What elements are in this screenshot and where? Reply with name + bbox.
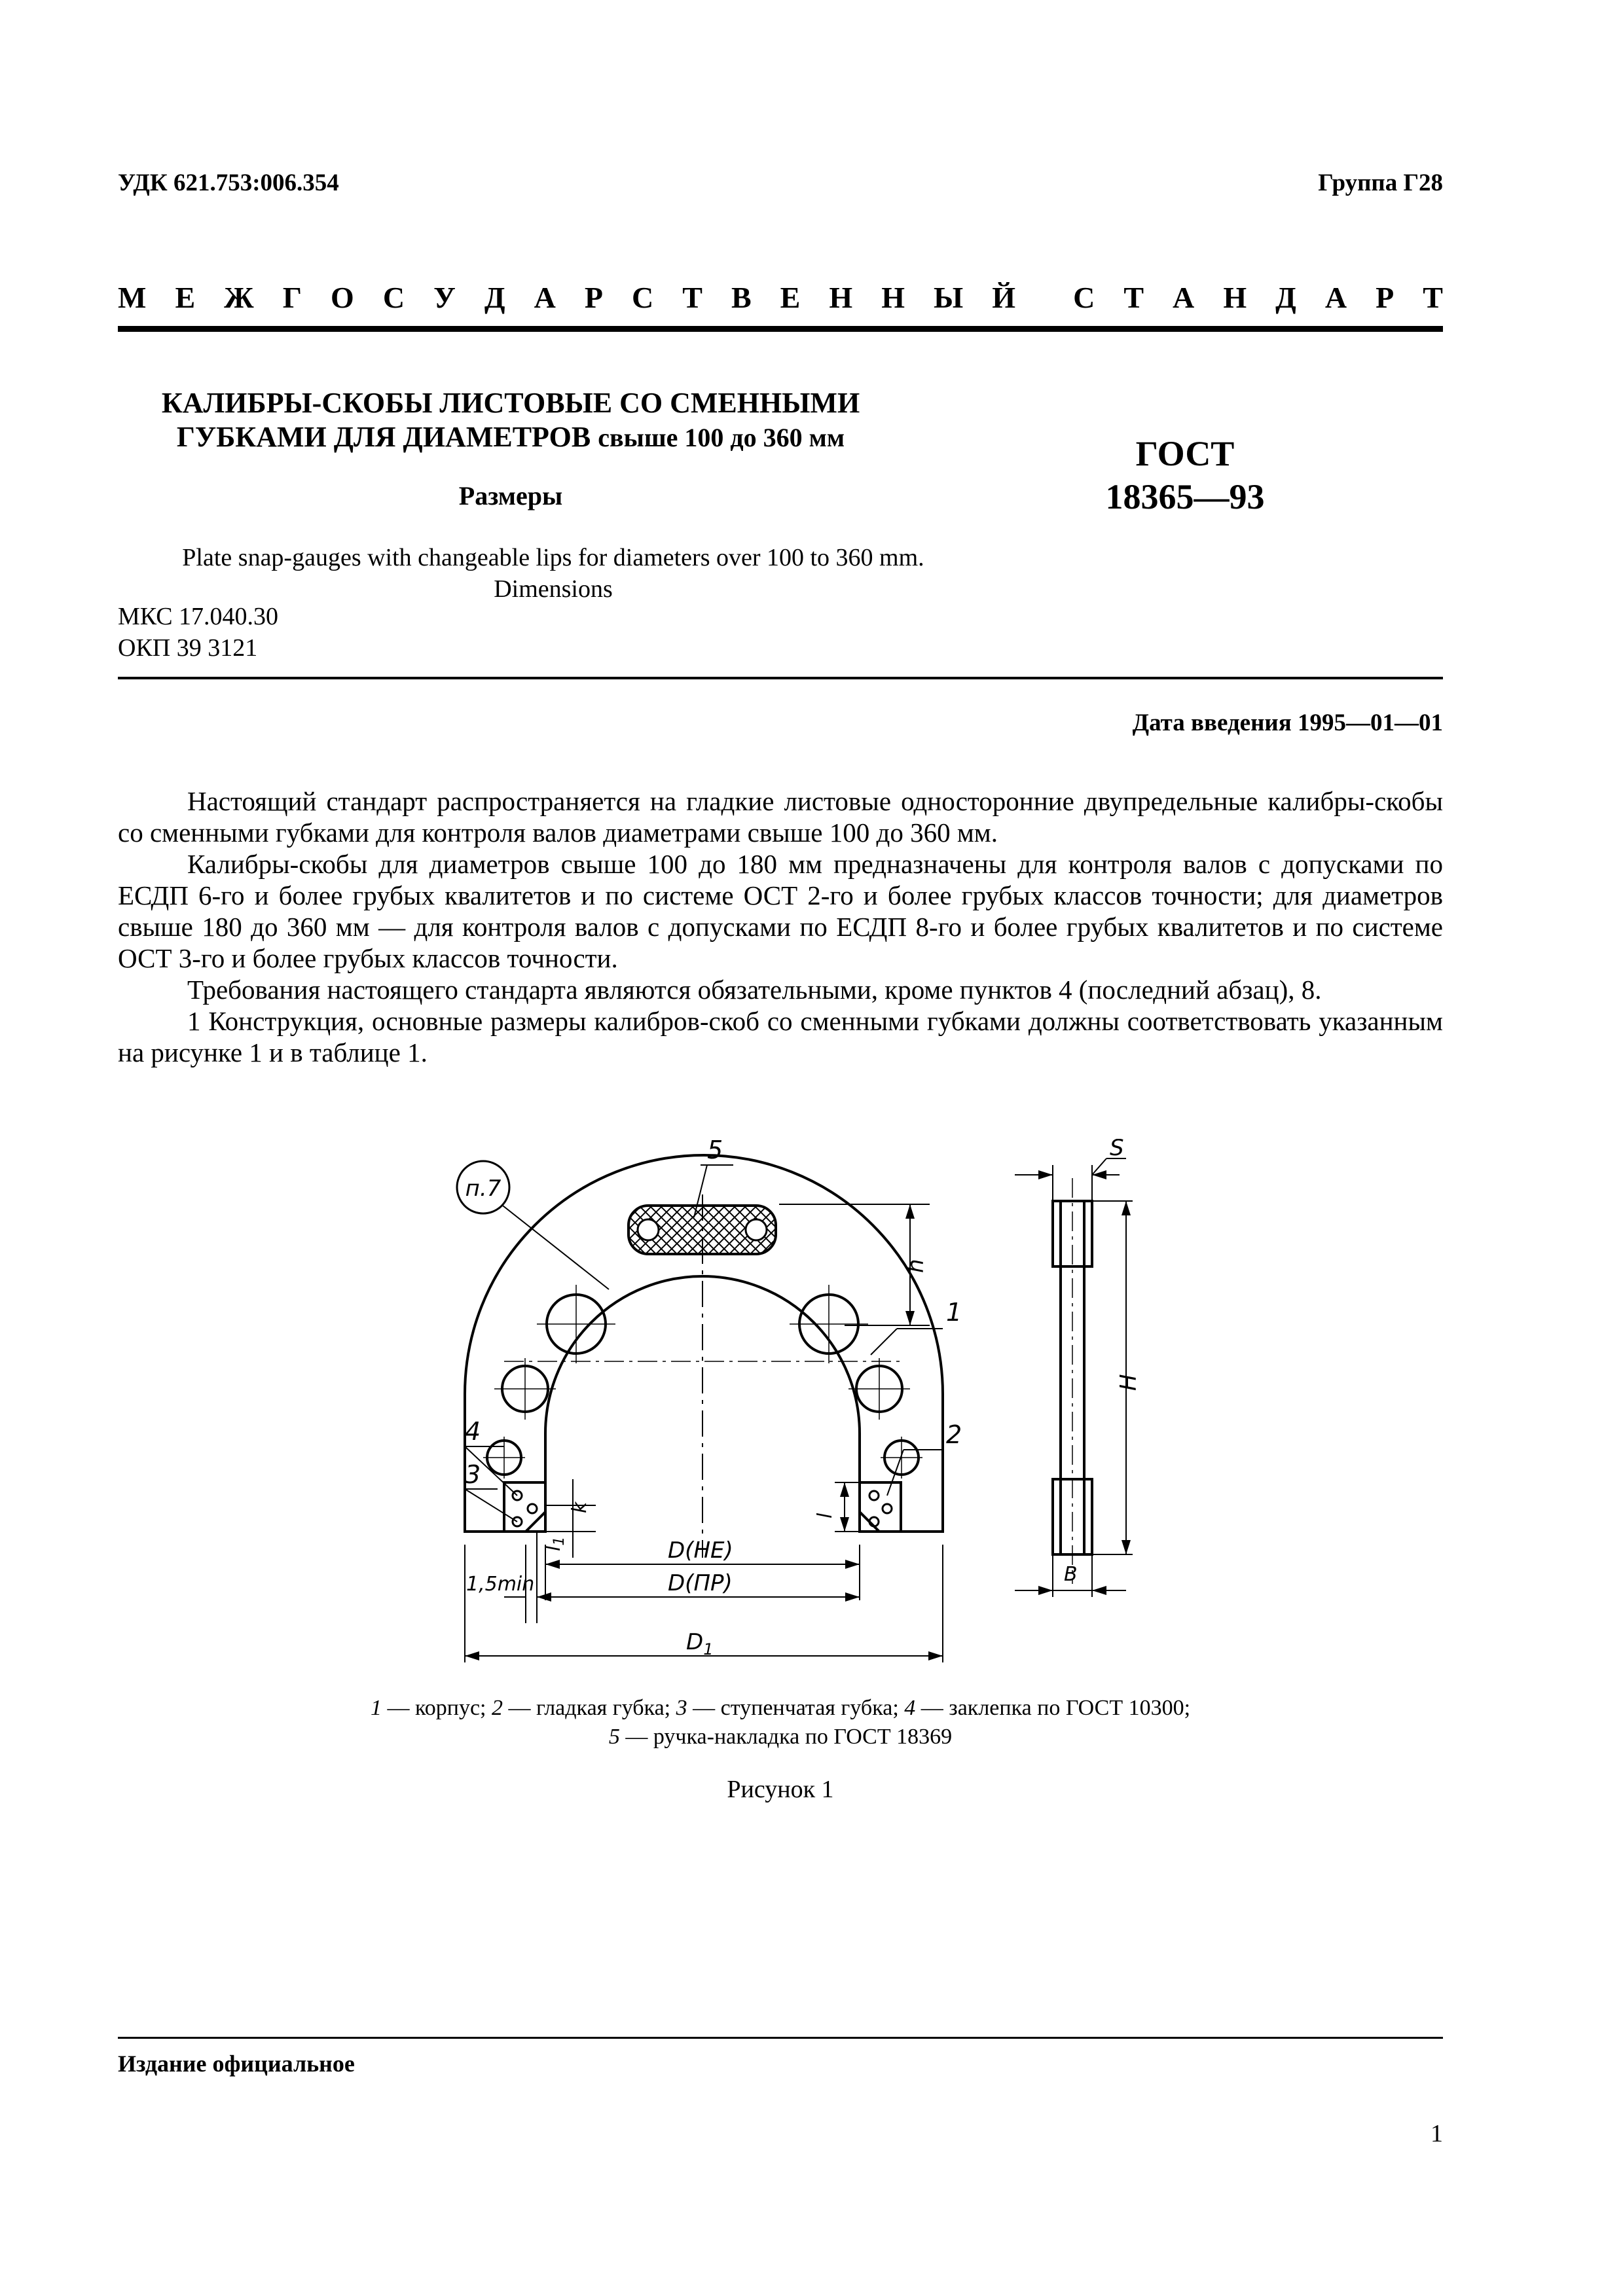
banner-letter: Т [1423,281,1443,314]
banner-letter: С [631,281,654,314]
banner-letter: А [534,281,556,314]
paragraph: Требования настоящего стандарта являются обязательными, кроме пунктов 4 (последний абзац), 8. [187,975,1322,1005]
body-text [118,785,1443,1068]
banner-letter: Т [1123,281,1144,314]
banner-letter: Д [1275,281,1296,314]
figure-label: Рисунок 1 [727,1776,834,1803]
gost-label: ГОСТ [1135,434,1235,473]
banner-letter: У [433,281,456,314]
dim-h: h [903,1259,929,1273]
callout-2: 2 [946,1420,962,1449]
group-code: Группа Г28 [1318,170,1443,196]
banner-letter: Р [1376,281,1395,314]
dim-min: 1,5min [466,1573,535,1596]
banner-letter: Е [780,281,801,314]
banner-letter: Н [1223,281,1247,314]
header-rule [118,326,1443,332]
title-line-2: ГУБКАМИ ДЛЯ ДИАМЕТРОВ свыше 100 до 360 мм [176,421,845,453]
callout-4: 4 [465,1417,481,1446]
dim-d-ne: D(НЕ) [668,1537,733,1564]
banner-letter: О [331,281,354,314]
callout-1: 1 [946,1298,962,1327]
dim-l: l [814,1513,837,1518]
title-rule [118,677,1443,679]
udk-code: УДК 621.753:006.354 [118,170,339,196]
banner-letter: М [118,281,147,314]
figure-caption: 1 — корпус; 2 — гладкая губка; 3 — ступенчатая губка; 4 — заклепка по ГОСТ 10300; 5 — ручка-накладка по ГОСТ 18369 [370,1696,1191,1749]
banner-letter: Ж [224,281,254,314]
paragraph: Настоящий стандарт распространяется на гладкие листовые односторонние двупредельные калибры-скобы со сменными губками для контроля валов диаметрами свыше 100 до 360 мм. [118,786,1443,848]
banner-letter: С [382,281,405,314]
banner-letter: Й [992,281,1015,314]
classification-codes [118,601,278,664]
banner-letter: Н [881,281,905,314]
banner-letter: Д [484,281,505,314]
banner-letter: Е [175,281,196,314]
dim-d1: $D_1$ [686,1629,714,1659]
dim-d-pr: D(ПР) [668,1570,733,1596]
english-title: Plate snap-gauges with changeable lips for diameters over 100 to 360 mm. Dimensions [182,544,924,603]
banner-letter: Т [682,281,702,314]
dim-s: S [1110,1139,1124,1161]
official-edition-label: Издание официальное [118,2051,355,2077]
document-subtitle: Размеры [458,481,563,511]
paragraph: 1 Конструкция, основные размеры калибров-скоб со сменными губками должны соответствовать указанным на рисунке 1 и в таблице 1. [118,1006,1443,1067]
dim-k: k [568,1501,591,1513]
callout-3: 3 [465,1460,481,1489]
gost-designation [1061,432,1309,518]
gost-number: 18365—93 [1105,477,1265,516]
banner-letter: Н [829,281,853,314]
dim-l1: $l_1$ [542,1536,568,1551]
paragraph: Калибры-скобы для диаметров свыше 100 до 180 мм предназначены для контроля валов с допусками по ЕСДП 6-го и более грубых квалитетов и по системе ОСТ 2-го и более грубых классов точности; для диаметров свыше 180 до 360 мм — для контроля валов с допусками по ЕСДП 8-го и более грубых квалитетов и по системе ОСТ 3-го и более грубых классов точности. [118,849,1443,973]
callout-5: 5 [707,1139,723,1164]
dim-H: H [1116,1374,1142,1391]
banner-letter: Ы [934,281,964,314]
introduction-date: Дата введения 1995—01—01 [1132,709,1443,736]
banner-letter: А [1324,281,1347,314]
mks-code: МКС 17.040.30 [118,603,279,630]
banner-letter: Р [584,281,603,314]
document-title [118,386,903,455]
note-p7-label: п.7 [465,1175,501,1202]
footer-rule [118,2037,1443,2039]
interstate-standard-banner [118,280,1443,315]
banner-letter: Г [282,281,302,314]
page-number: 1 [1431,2120,1443,2147]
smooth-jaw [860,1482,901,1532]
title-line-1: КАЛИБРЫ-СКОБЫ ЛИСТОВЫЕ СО СМЕННЫМИ [161,387,860,419]
okp-code: ОКП 39 3121 [118,634,258,662]
figure-1-drawing [426,1139,1198,1728]
banner-letter: В [731,281,752,314]
banner-letter: С [1073,281,1095,314]
gauge-drawing [426,1139,1198,1728]
banner-letter: А [1173,281,1195,314]
dim-b: B [1064,1563,1078,1586]
